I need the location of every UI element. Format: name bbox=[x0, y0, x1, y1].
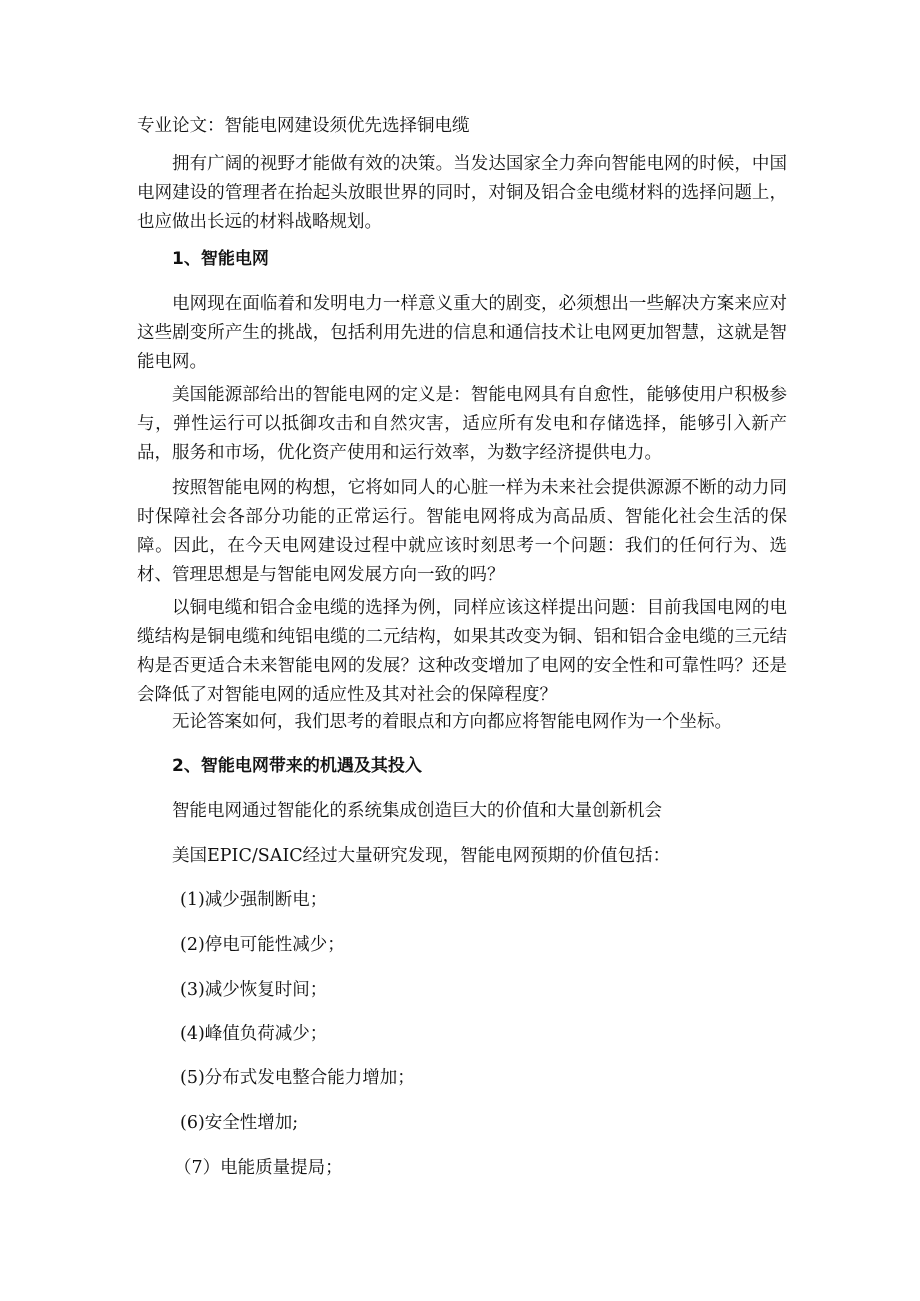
list-item: (1)减少强制断电； bbox=[180, 890, 328, 910]
list-item: (3)减少恢复时间； bbox=[180, 980, 328, 1000]
section-1-paragraph-1: 电网现在面临着和发明电力一样意义重大的剧变，必须想出一些解决方案来应对这些剧变所产生的挑战，包括利用先进的信息和通信技术让电网更加智慧，这就是智能电网。 bbox=[137, 294, 787, 372]
section-2-paragraph-2: 美国EPIC/SAIC经过大量研究发现，智能电网预期的价值包括： bbox=[172, 846, 671, 866]
section-1-paragraph-2: 美国能源部给出的智能电网的定义是：智能电网具有自愈性，能够使用户积极参与，弹性运行可以抵御攻击和自然灾害，适应所有发电和存储选择，能够引入新产品，服务和市场，优化资产使用和运行效率，为数字经济提供电力。 bbox=[137, 385, 787, 463]
document-title: 专业论文：智能电网建设须优先选择铜电缆 bbox=[137, 116, 470, 136]
section-1-paragraph-4: 以铜电缆和铝合金电缆的选择为例，同样应该这样提出问题：目前我国电网的电缆结构是铜电缆和纯铝电缆的二元结构，如果其改变为铜、铝和铝合金电缆的三元结构是否更适合未来智能电网的发展？这种改变增加了电网的安全性和可靠性吗？还是会降低了对智能电网的适应性及其对社会的保障程度？ bbox=[137, 598, 787, 705]
section-1-heading: 1、智能电网 bbox=[172, 249, 269, 269]
list-item: (6)安全性增加; bbox=[180, 1113, 299, 1133]
intro-paragraph: 拥有广阔的视野才能做有效的决策。当发达国家全力奔向智能电网的时候，中国电网建设的管理者在抬起头放眼世界的同时，对铜及铝合金电缆材料的选择问题上，也应做出长远的材料战略规划。 bbox=[137, 154, 787, 232]
list-item: (4)峰值负荷减少； bbox=[180, 1024, 328, 1044]
list-item: （7）电能质量提局； bbox=[174, 1158, 343, 1178]
section-2-paragraph-1: 智能电网通过智能化的系统集成创造巨大的价值和大量创新机会 bbox=[172, 801, 662, 821]
section-1-paragraph-5: 无论答案如何，我们思考的着眼点和方向都应将智能电网作为一个坐标。 bbox=[172, 712, 732, 732]
list-item: (2)停电可能性减少； bbox=[180, 935, 345, 955]
section-1-paragraph-3: 按照智能电网的构想，它将如同人的心脏一样为未来社会提供源源不断的动力同时保障社会各部分功能的正常运行。智能电网将成为高品质、智能化社会生活的保障。因此，在今天电网建设过程中就应该时刻思考一个问题：我们的任何行为、选材、管理思想是与智能电网发展方向一致的吗？ bbox=[137, 478, 787, 585]
list-item: (5)分布式发电整合能力增加； bbox=[180, 1068, 415, 1088]
section-2-heading: 2、智能电网带来的机遇及其投入 bbox=[172, 756, 422, 776]
